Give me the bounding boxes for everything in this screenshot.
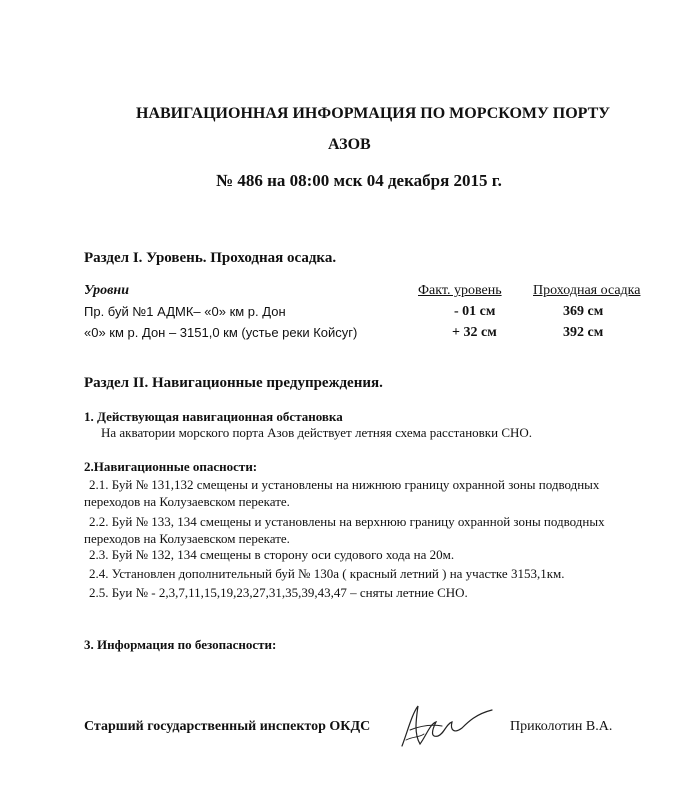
hazard-item-2-2-line-2: переходов на Колузаевском перекате.: [84, 531, 290, 546]
level-row-1-fact: - 01 см: [454, 304, 496, 319]
hazard-item-2-1-line-2: переходов на Колузаевском перекате.: [84, 494, 290, 509]
col-header-levels: Уровни: [84, 283, 129, 298]
port-name: АЗОВ: [328, 136, 371, 153]
hazard-item-2-1-line-1: 2.1. Буй № 131,132 смещены и установлены на нижнюю границу охранной зоны подводных: [89, 477, 600, 492]
level-row-2-draft: 392 см: [563, 325, 604, 340]
level-row-1-place: Пр. буй №1 АДМК– «0» км р. Дон: [84, 304, 286, 319]
hazard-item-2-2-line-1: 2.2. Буй № 133, 134 смещены и установлены на верхнюю границу охранной зоны подводных: [89, 514, 605, 529]
section-3-title: 3. Информация по безопасности:: [84, 637, 277, 652]
inspector-name: Приколотин В.А.: [510, 719, 613, 734]
hazard-item-2-1: [84, 476, 600, 510]
para-1-text: На акватории морского порта Азов действует летняя схема расстановки СНО.: [101, 425, 533, 440]
signature-image: [396, 700, 496, 752]
document-title: НАВИГАЦИОННАЯ ИНФОРМАЦИЯ ПО МОРСКОМУ ПОРТУ: [136, 105, 611, 122]
para-1-title: 1. Действующая навигационная обстановка: [84, 409, 343, 424]
level-row-2-place: «0» км р. Дон – 3151,0 км (устье реки Койсуг): [84, 325, 358, 340]
section-1-title: Раздел I. Уровень. Проходная осадка.: [84, 250, 337, 266]
inspector-position: Старший государственный инспектор ОКДС: [84, 719, 371, 734]
col-header-draft: Проходная осадка: [533, 283, 641, 298]
level-row-2-fact: + 32 см: [452, 325, 497, 340]
hazard-item-2-2: [84, 513, 605, 547]
section-2-title: Раздел II. Навигационные предупреждения.: [84, 375, 383, 391]
hazard-item-2-4: 2.4. Установлен дополнительный буй № 130а ( красный летний ) на участке 3153,1км.: [89, 566, 565, 581]
para-2-title: 2.Навигационные опасности:: [84, 459, 258, 474]
hazard-item-2-3: 2.3. Буй № 132, 134 смещены в сторону оси судового хода на 20м.: [89, 547, 455, 562]
bulletin-number-line: № 486 на 08:00 мск 04 декабря 2015 г.: [216, 171, 502, 190]
level-row-1-draft: 369 см: [563, 304, 604, 319]
col-header-fact-level: Факт. уровень: [418, 283, 502, 298]
hazard-item-2-5: 2.5. Буи № - 2,3,7,11,15,19,23,27,31,35,39,43,47 – сняты летние СНО.: [89, 585, 468, 600]
